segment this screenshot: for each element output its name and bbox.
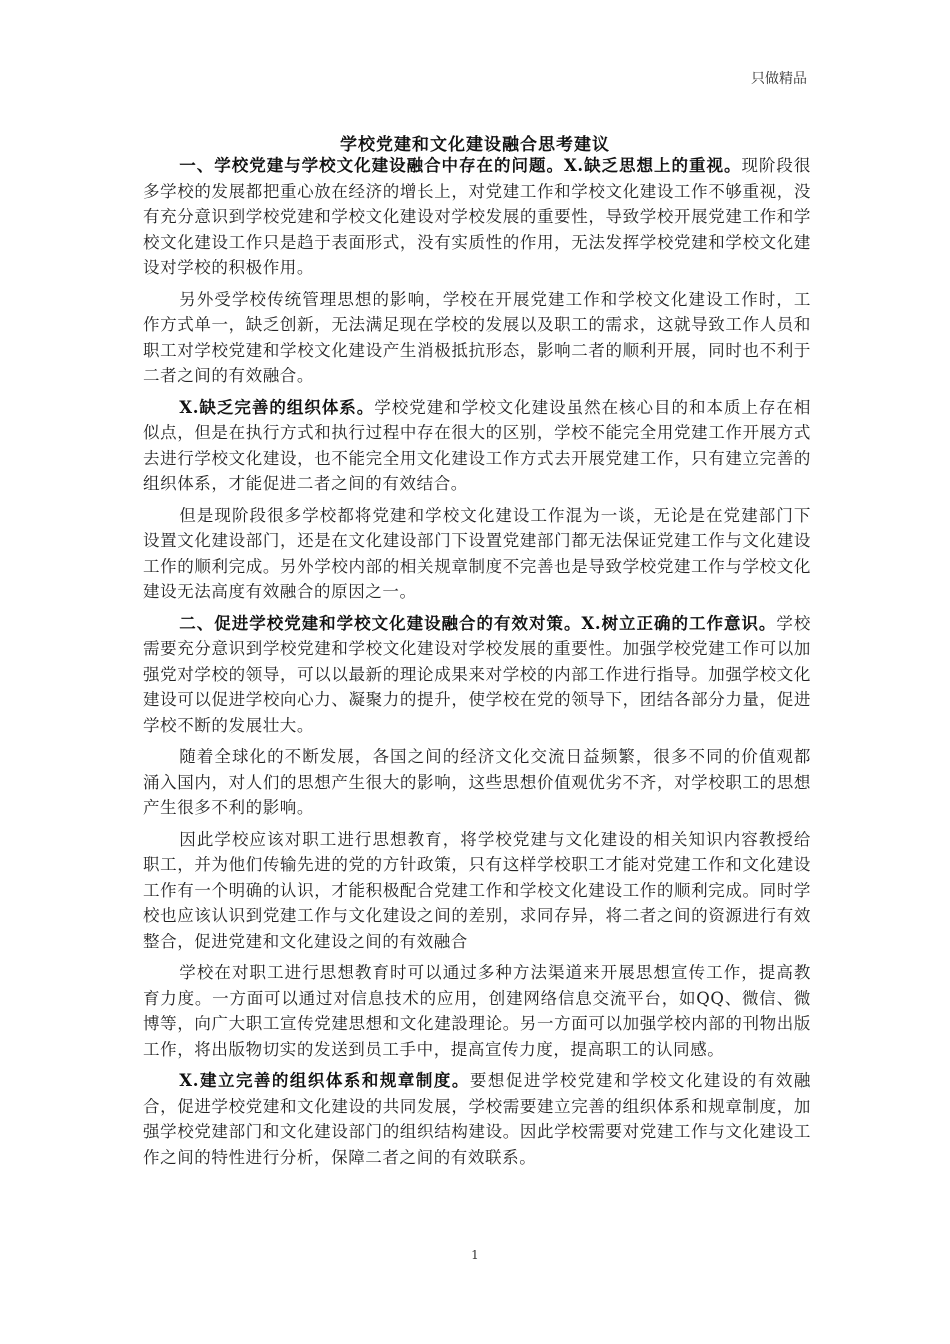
- paragraph-text: 现阶段很多学校的发展都把重心放在经济的增长上，对党建工作和学校文化建设工作不够重视，没有充分意识到学校党建和学校文化建设对学校发展的重要性，导致学校开展党建工作和学校文化建设工作只是趋于表面形式，没有实质性的作用，无法发挥学校党建和学校文化建设对学校的积极作用。: [143, 156, 811, 277]
- paragraph-heading: 二、促进学校党建和学校文化建设融合的有效对策。X.树立正确的工作意识。: [179, 613, 777, 633]
- paragraph-text: 但是现阶段很多学校都将党建和学校文化建设工作混为一谈，无论是在党建部门下设置文化建设部门，还是在文化建设部门下设置党建部门都无法保证党建工作与文化建设工作的顺利完成。另外学校内部的相关规章制度不完善也是导致学校党建工作与学校文化建设无法高度有效融合的原因之一。: [143, 505, 811, 601]
- paragraph-text: 因此学校应该对职工进行思想教育，将学校党建与文化建设的相关知识内容教授给职工，并为他们传输先进的党的方针政策，只有这样学校职工才能对党建工作和文化建设工作有一个明确的认识，才能积极配合党建工作和学校文化建设工作的顺利完成。同时学校也应该认识到党建工作与文化建设之间的差别，求同存异，将二者之间的资源进行有效整合，促进党建和文化建设之间的有效融合: [143, 829, 811, 951]
- document-body: [143, 153, 811, 1176]
- paragraph-9: [143, 1068, 811, 1170]
- paragraph-4: [143, 503, 811, 605]
- paragraph-5: [143, 611, 811, 739]
- document-title: 学校党建和文化建设融合思考建议: [340, 135, 610, 155]
- paragraph-2: [143, 287, 811, 389]
- paragraph-6: [143, 744, 811, 821]
- paragraph-7: [143, 827, 811, 955]
- paragraph-8: [143, 960, 811, 1062]
- paragraph-heading: 一、学校党建与学校文化建设融合中存在的问题。X.缺乏思想上的重视。: [179, 156, 742, 175]
- paragraph-text: 要想促进学校党建和学校文化建设的有效融合，促进学校党建和文化建设的共同发展，学校需要建立完善的组织体系和规章制度，加强学校党建部门和文化建设部门的组织结构建设。因此学校需要对党建工作与文化建设工作之间的特性进行分析，保障二者之间的有效联系。: [143, 1071, 811, 1167]
- paragraph-text: 随着全球化的不断发展，各国之间的经济文化交流日益频繁，很多不同的价值观都涌入国内，对人们的思想产生很大的影响，这些思想价值观优劣不齐，对学校职工的思想产生很多不利的影响。: [143, 747, 811, 817]
- paragraph-text: 学校在对职工进行思想教育时可以通过多种方法渠道来开展思想宣传工作，提高教育力度。一方面可以通过对信息技术的应用，创建网络信息交流平台，如QQ、微信、微博等，向广大职工宣传党建思想和文化建設理论。另一方面可以加强学校内部的刊物出版工作，将出版物切实的发送到员工手中，提高宣传力度，提高职工的认同感。: [143, 963, 811, 1059]
- paragraph-3: [143, 395, 811, 497]
- paragraph-heading: X.缺乏完善的组织体系。: [179, 397, 375, 417]
- paragraph-heading: X.建立完善的组织体系和规章制度。: [179, 1071, 470, 1090]
- page-number: 1: [471, 1248, 479, 1262]
- paragraph-1: [143, 153, 811, 281]
- paragraph-text: 学校需要充分意识到学校党建和学校文化建设对学校发展的重要性。加强学校党建工作可以加强党对学校的领导，可以以最新的理论成果来对学校的内部工作进行指导。加强学校文化建设可以促进学校向心力、凝聚力的提升，使学校在党的领导下，团结各部分力量，促进学校不断的发展壮大。: [143, 613, 812, 735]
- paragraph-text: 学校党建和学校文化建设虽然在核心目的和本质上存在相似点，但是在执行方式和执行过程中存在很大的区别，学校不能完全用党建工作开展方式去进行学校文化建设，也不能完全用文化建设工作方式去开展党建工作，只有建立完善的组织体系，才能促进二者之间的有效结合。: [143, 397, 812, 493]
- header-tagline: 只做精品: [751, 71, 807, 87]
- paragraph-text: 另外受学校传统管理思想的影响，学校在开展党建工作和学校文化建设工作时，工作方式单一，缺乏创新，无法满足现在学校的发展以及职工的需求，这就导致工作人员和职工对学校党建和学校文化建设产生消极抵抗形态，影响二者的顺利开展，同时也不利于二者之间的有效融合。: [143, 289, 811, 385]
